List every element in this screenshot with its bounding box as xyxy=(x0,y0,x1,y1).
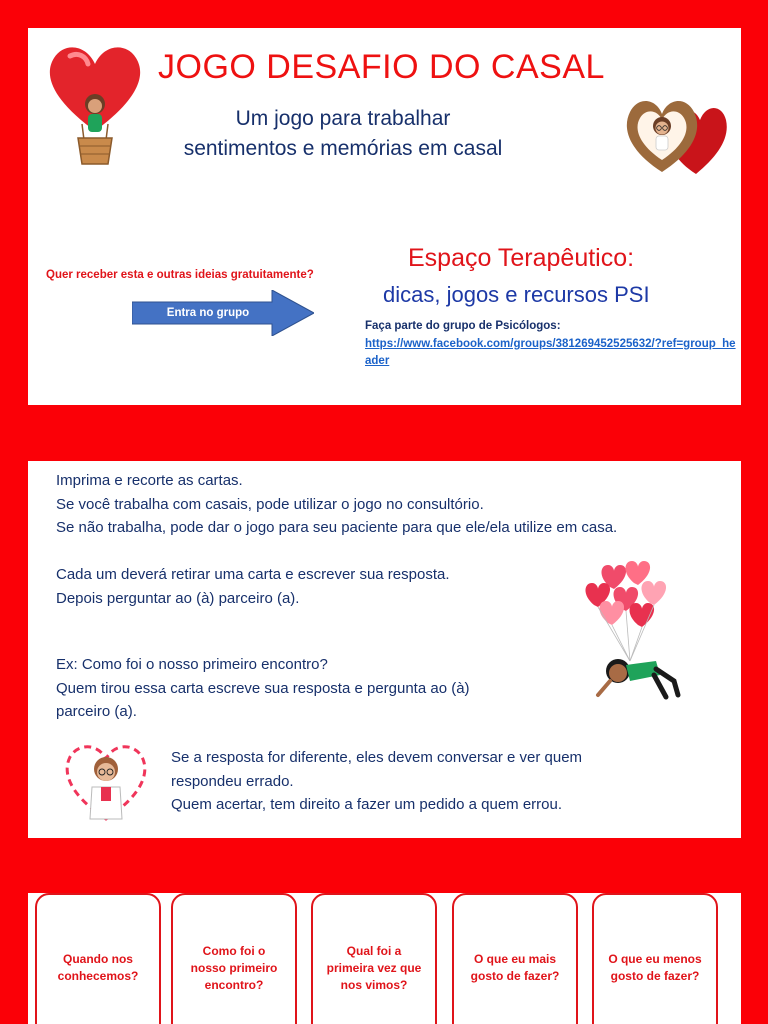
heart-balloons-avatar-icon xyxy=(570,557,690,717)
question-card[interactable] xyxy=(35,893,161,1024)
step-line: Depois perguntar ao (à) parceiro (a). xyxy=(56,589,300,607)
card-line: encontro? xyxy=(204,977,264,992)
heart-frame-avatar-icon xyxy=(618,86,730,178)
card-line: primeira vez que xyxy=(326,960,422,975)
group-label: Faça parte do grupo de Psicólogos: xyxy=(365,320,561,332)
example-line: parceiro (a). xyxy=(56,703,137,720)
subtitle-line: Um jogo para trabalhar xyxy=(235,107,451,130)
card-line: O que eu mais xyxy=(473,952,557,966)
subtitle-line: sentimentos e memórias em casal xyxy=(183,137,503,160)
card-line: nos vimos? xyxy=(340,977,408,992)
question-card[interactable] xyxy=(452,893,578,1024)
example-line: Ex: Como foi o nosso primeiro encontro? xyxy=(56,656,328,673)
example-line: Quem tirou essa carta escreve sua resposta e pergunta ao (à) xyxy=(56,679,470,697)
rule-paragraph xyxy=(171,746,582,817)
card-line: Qual foi a xyxy=(346,943,402,958)
facebook-group-link[interactable]: https://www.facebook.com/groups/381269452525632/?ref=group_header xyxy=(365,338,736,367)
cards-slide xyxy=(28,893,741,1024)
card-line: Como foi o xyxy=(202,943,266,958)
rule-line: Quem acertar, tem direito a fazer um pedido a quem errou. xyxy=(171,796,563,813)
heart-balloon-avatar-icon xyxy=(40,36,150,166)
cta-question: Quer receber esta e outras ideias gratuitamente? xyxy=(46,269,314,281)
espaco-title: Espaço Terapêutico: xyxy=(408,244,635,272)
rule-line: Se a resposta for diferente, eles devem conversar e ver quem xyxy=(171,749,583,766)
card-line: nosso primeiro xyxy=(190,960,278,975)
rule-line: respondeu errado. xyxy=(171,772,294,790)
card-line: conhecemos? xyxy=(57,969,139,983)
card-line: gosto de fazer? xyxy=(470,969,560,983)
card-line: O que eu menos xyxy=(608,952,702,966)
espaco-subtitle: dicas, jogos e recursos PSI xyxy=(383,282,650,307)
instructions-slide xyxy=(28,461,741,838)
page-subtitle xyxy=(178,104,508,164)
steps-paragraph xyxy=(56,563,450,610)
join-group-label: Entra no grupo xyxy=(166,307,250,319)
question-card[interactable] xyxy=(171,893,297,1024)
intro-line: Imprima e recorte as cartas. xyxy=(56,472,243,489)
intro-line: Se não trabalha, pode dar o jogo para seu paciente para que ele/ela utilize em casa. xyxy=(56,519,618,536)
card-line: gosto de fazer? xyxy=(610,969,700,983)
example-paragraph xyxy=(56,653,470,724)
question-card[interactable] xyxy=(592,893,718,1024)
title-slide xyxy=(28,28,741,405)
intro-paragraph xyxy=(56,469,617,540)
dotted-heart-avatar-icon xyxy=(58,735,154,827)
join-group-button[interactable] xyxy=(132,290,314,336)
intro-line: Se você trabalha com casais, pode utilizar o jogo no consultório. xyxy=(56,495,484,513)
question-card[interactable] xyxy=(311,893,437,1024)
page-title: JOGO DESAFIO DO CASAL xyxy=(158,48,605,86)
card-line: Quando nos xyxy=(62,952,133,966)
step-line: Cada um deverá retirar uma carta e escrever sua resposta. xyxy=(56,566,450,583)
